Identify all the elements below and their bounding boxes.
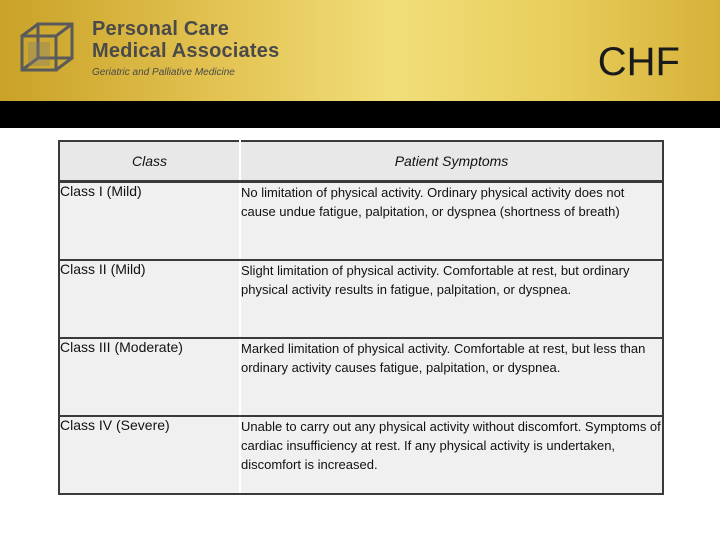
table-header-row	[59, 141, 663, 182]
brand-tagline: Geriatric and Palliative Medicine	[92, 67, 235, 78]
class-cell: Class III (Moderate)	[59, 338, 240, 416]
header-banner	[0, 0, 720, 101]
class-cell: Class IV (Severe)	[59, 416, 240, 494]
page-title: CHF	[597, 40, 680, 84]
column-header-symptoms: Patient Symptoms	[240, 141, 663, 182]
header-divider-band	[0, 101, 720, 128]
table-row	[59, 260, 663, 338]
nested-cube-logo-icon	[18, 18, 78, 78]
symptoms-cell: Unable to carry out any physical activity without discomfort. Symptoms of cardiac insufficiency at rest. If any physical activity is undertaken, discomfort is increased.	[240, 416, 663, 494]
symptoms-cell: Slight limitation of physical activity. Comfortable at rest, but ordinary physical activity results in fatigue, palpitation, or dyspnea.	[240, 260, 663, 338]
class-cell: Class II (Mild)	[59, 260, 240, 338]
brand-name-line1: Personal Care	[92, 18, 230, 40]
heart-failure-class-table	[58, 140, 664, 495]
table-row	[59, 416, 663, 494]
symptoms-cell: Marked limitation of physical activity. Comfortable at rest, but less than ordinary activity causes fatigue, palpitation, or dyspnea.	[240, 338, 663, 416]
class-cell: Class I (Mild)	[59, 182, 240, 261]
brand-name-line2: Medical Associates	[92, 40, 280, 62]
table-row	[59, 182, 663, 261]
brand-block	[92, 18, 279, 78]
symptoms-cell: No limitation of physical activity. Ordinary physical activity does not cause undue fatigue, palpitation, or dyspnea (shortness of breath)	[240, 182, 663, 261]
column-header-class: Class	[59, 141, 240, 182]
table-row	[59, 338, 663, 416]
